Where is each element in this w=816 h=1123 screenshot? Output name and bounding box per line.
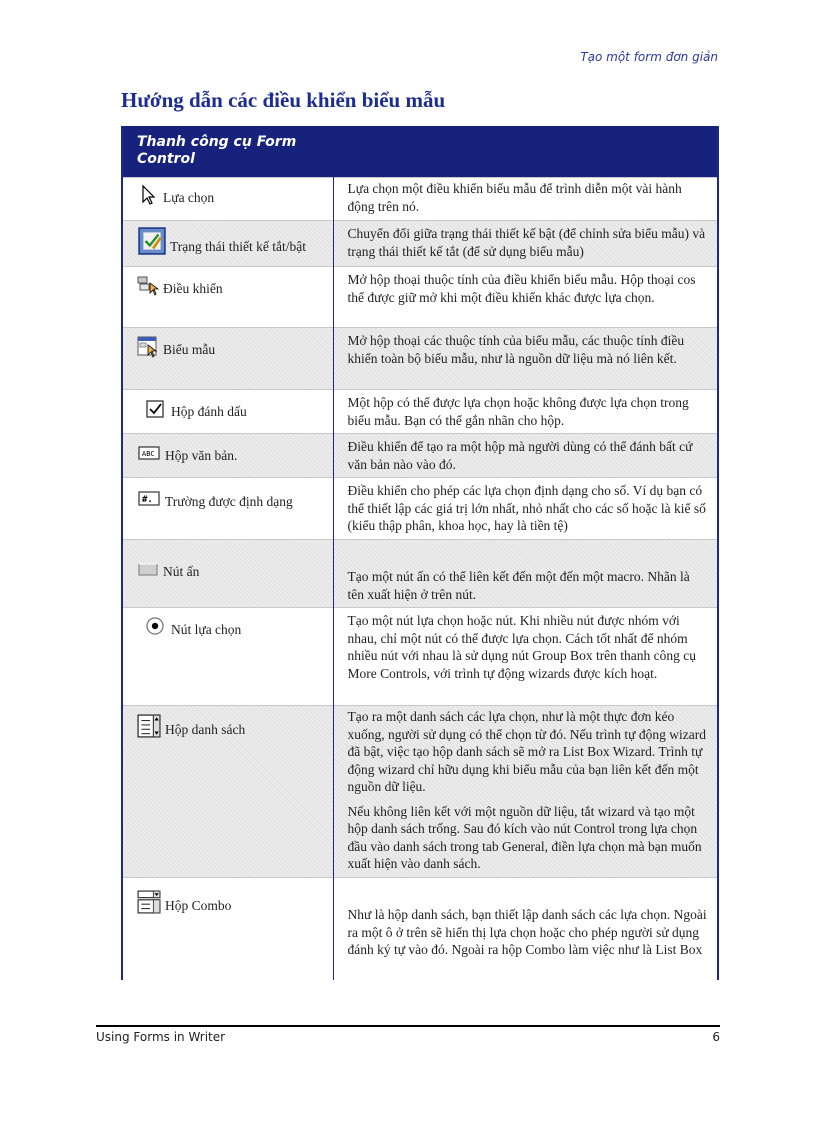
- list-box-icon: [137, 714, 161, 738]
- description-cell: [333, 608, 718, 706]
- table-header: [122, 126, 333, 178]
- description-text: Mở hộp thoại thuộc tính của điều khiển biểu mẫu. Hộp thoại cos thể được giữ mở khi một điều khiển khác được lựa chọn.: [347, 272, 696, 305]
- description-text: Tạo một nút lựa chọn hoặc nút. Khi nhiều nút được nhóm với nhau, chỉ một nút có thể được lựa chọn. Cách tốt nhất để nhóm nhiều nút với nhau là sử dụng nút Group Box trên thanh công cụ More Controls, với trình tự động wizards được kích hoạt.: [347, 613, 697, 681]
- tool-label: Điều khiển: [163, 281, 223, 296]
- combo-box-icon: [137, 890, 161, 914]
- description-cell: [333, 434, 718, 478]
- tool-label: Trường được định dạng: [165, 494, 293, 509]
- push-button-icon: [137, 558, 159, 580]
- tool-cell: [122, 328, 333, 390]
- table-row: [122, 608, 718, 706]
- design-mode-icon: [138, 227, 166, 255]
- running-head: Tạo một form đơn giản: [580, 50, 718, 64]
- text-box-icon: [137, 442, 161, 464]
- description-cell: [333, 706, 718, 878]
- tool-cell: [122, 434, 333, 478]
- tool-cell: [122, 221, 333, 267]
- page-title: Hướng dẫn các điều khiển biểu mẫu: [121, 88, 446, 112]
- tool-cell: [122, 608, 333, 706]
- description-text: Tạo ra một danh sách các lựa chọn, như là một thực đơn kéo xuống, người sử dụng có thể chọn từ đó. Nếu trình tự động wizard đã bật, việc tạo hộp danh sách sẽ mở ra List Box Wizard. Trình tự động wizard chỉ hữu dụng khi biểu mẫu của bạn liên kết đến một nguồn dữ liệu.: [347, 709, 706, 794]
- tool-label: Lựa chọn: [163, 190, 215, 205]
- table-row: [122, 434, 718, 478]
- description-text: Điều khiển để tạo ra một hộp mà người dùng có thể đánh bất cứ văn bản nào vào đó.: [347, 439, 693, 472]
- tool-label: Hộp đánh dấu: [171, 404, 247, 419]
- tool-label: Trạng thái thiết kế tắt/bật: [170, 239, 306, 254]
- formatted-field-icon: [137, 488, 161, 510]
- tool-cell: [122, 390, 333, 434]
- tool-label: Biểu mẫu: [163, 342, 216, 357]
- checkbox-icon: [145, 398, 167, 420]
- page-number: 6: [712, 1030, 720, 1044]
- svg-text:#.: #.: [142, 495, 153, 505]
- table-row: [122, 328, 718, 390]
- description-cell: [333, 390, 718, 434]
- description-text: Một hộp có thể được lựa chọn hoặc không được lựa chọn trong biểu mẫu. Bạn có thể gắn nhãn cho hộp.: [347, 395, 689, 428]
- tool-cell: [122, 706, 333, 878]
- form-controls-table: [121, 126, 719, 980]
- table-row: [122, 221, 718, 267]
- description-cell: [333, 178, 718, 221]
- tool-label: Hộp Combo: [165, 898, 232, 913]
- table-row: [122, 390, 718, 434]
- description-text: Chuyển đổi giữa trạng thái thiết kế bật (để chỉnh sửa biểu mẫu) và trạng thái thiết kế tắt (để sử dụng biểu mẫu): [347, 226, 706, 259]
- tool-cell: [122, 478, 333, 540]
- description-text: Tạo một nút ấn có thể liên kết đến một đến một macro. Nhãn là tên xuất hiện ở trên nút.: [347, 569, 690, 602]
- table-row: [122, 178, 718, 221]
- description-cell: [333, 221, 718, 267]
- table-row: [122, 478, 718, 540]
- description-text: Lựa chọn một điều khiển biểu mẫu để trình diễn một vài hành động trên nó.: [347, 181, 682, 214]
- table-row: [122, 267, 718, 328]
- table-row: [122, 540, 718, 608]
- footer-rule: [96, 1025, 720, 1027]
- form-properties-icon: [137, 336, 159, 358]
- description-cell: [333, 540, 718, 608]
- table-row: [122, 706, 718, 878]
- description-text: Mở hộp thoại các thuộc tính của biểu mẫu, các thuộc tính điều khiển toàn bộ biểu mẫu, như là nguồn dữ liệu mà nó liên kết.: [347, 333, 685, 366]
- pointer-arrow-icon: [137, 184, 159, 206]
- tool-cell: [122, 540, 333, 608]
- table-header-blank: [333, 126, 718, 178]
- description-text: Nếu không liên kết với một nguồn dữ liệu, tắt wizard và tạo một hộp danh sách trống. Sau đó kích vào nút Control trong lựa chọn đầu vào danh sách trong tab General, điền lựa chọn mà bạn muốn xuất hiện vào danh sách.: [347, 803, 702, 871]
- table-header-label: Thanh công cụ Form Control: [137, 134, 297, 167]
- tool-label: Nút ấn: [163, 564, 200, 579]
- description-cell: [333, 878, 718, 980]
- description-cell: [333, 478, 718, 540]
- tool-label: Hộp văn bản.: [165, 448, 238, 463]
- tool-cell: [122, 878, 333, 980]
- footer-document-title: Using Forms in Writer: [96, 1030, 226, 1044]
- tool-label: Hộp danh sách: [165, 722, 246, 737]
- tool-cell: [122, 267, 333, 328]
- description-cell: [333, 328, 718, 390]
- option-button-icon: [145, 616, 167, 638]
- description-text: Điều khiển cho phép các lựa chọn định dạng cho số. Ví dụ bạn có thể thiết lập các giá trị lớn nhất, nhỏ nhất cho các số hoặc là kiể số (kiểu thập phân, khoa học, hay là tiền tệ): [347, 483, 706, 533]
- tool-label: Nút lựa chọn: [171, 622, 242, 637]
- table-row: [122, 878, 718, 980]
- control-properties-icon: [137, 275, 159, 297]
- svg-text:ABC: ABC: [142, 450, 155, 458]
- description-cell: [333, 267, 718, 328]
- tool-cell: [122, 178, 333, 221]
- description-text: Như là hộp danh sách, bạn thiết lập danh sách các lựa chọn. Ngoài ra một ô ở trên sẽ hiển thị lựa chọn hoặc cho phép người sử dụng đánh ký tự vào đó. Ngoài ra hộp Combo làm việc như là List Box: [347, 907, 707, 957]
